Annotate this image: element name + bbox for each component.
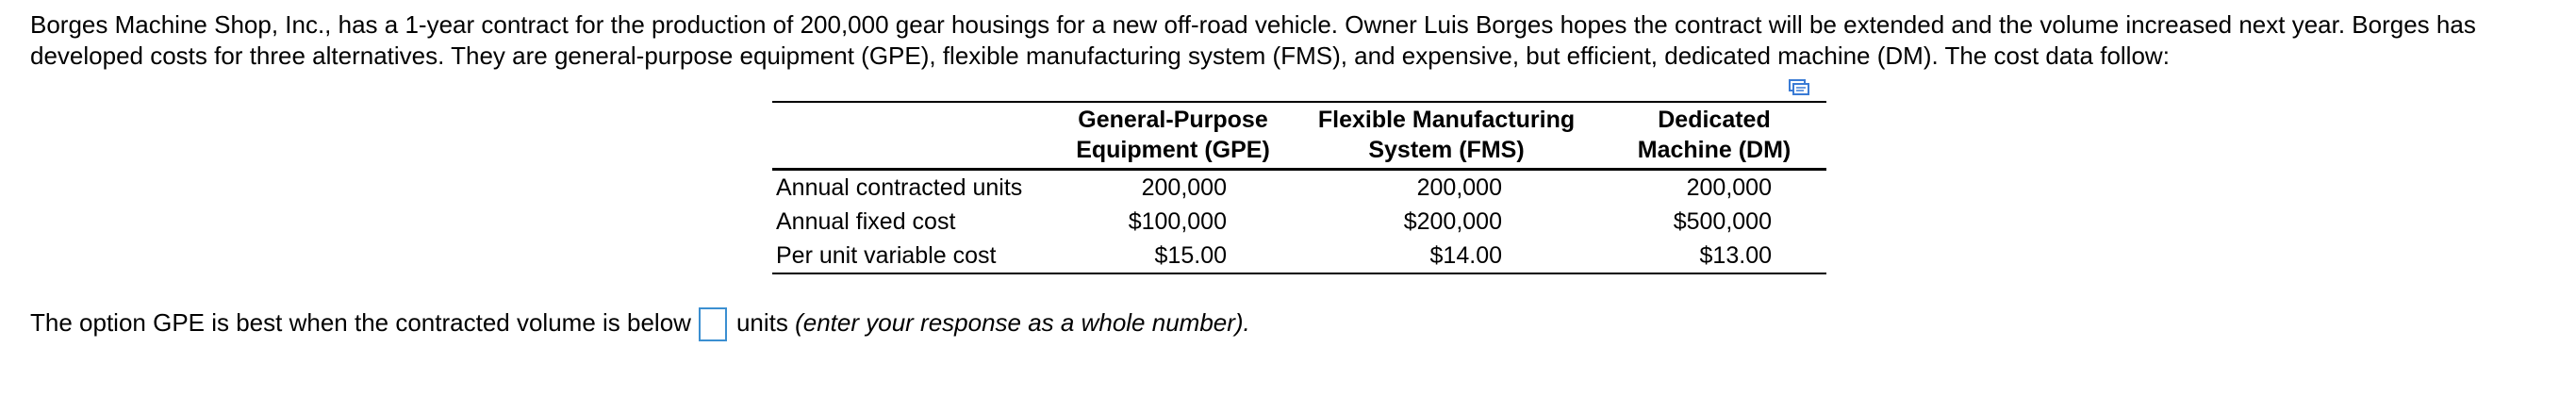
dm-value: $13.00 [1699,242,1772,269]
gpe-value: $100,000 [1128,208,1227,235]
dm-value-cell [1602,170,1826,206]
fms-value-cell [1291,205,1602,239]
fms-value-cell [1291,170,1602,206]
table-row [772,239,1826,273]
header-dm [1602,102,1826,170]
header-dm-line2: Machine (DM) [1637,137,1792,163]
gpe-value: $15.00 [1154,242,1227,269]
gpe-value-cell [1055,205,1291,239]
answer-input[interactable] [699,307,727,341]
header-dm-line1: Dedicated [1658,107,1771,133]
header-fms [1291,102,1602,170]
header-gpe-line2: Equipment (GPE) [1076,137,1270,163]
question-prefix: The option GPE is best when the contracted volume is below [30,308,691,337]
table-row [772,170,1826,206]
table-header-row [772,102,1826,170]
dm-value-cell [1602,205,1826,239]
problem-statement: Borges Machine Shop, Inc., has a 1-year contract for the production of 200,000 gear housings for a new off-road vehicle. Owner Luis Borges hopes the contract will be extended and the volume increased next year. Borges has developed costs for three alternatives. They are general-purpose equipment (GPE), flexible manufacturing system (FMS), and expensive, but efficient, dedicated machine (DM). The cost data follow: [30,10,2476,70]
fms-value-cell [1291,239,1602,273]
header-label-cell [772,102,1055,170]
dm-value-cell [1602,239,1826,273]
row-label: Annual contracted units [776,174,1023,201]
question-line [30,302,1250,343]
copy-data-icon[interactable] [1789,77,1809,98]
table-row [772,205,1826,239]
question-hint: (enter your response as a whole number). [795,308,1250,337]
cost-data-table [772,101,1826,274]
header-fms-line2: System (FMS) [1368,137,1525,163]
fms-value: $200,000 [1403,208,1502,235]
header-fms-line1: Flexible Manufacturing [1317,107,1576,133]
row-label: Per unit variable cost [776,242,997,269]
fms-value: $14.00 [1429,242,1502,269]
row-label: Annual fixed cost [776,208,956,235]
dm-value: 200,000 [1686,174,1772,201]
gpe-value: 200,000 [1141,174,1227,201]
question-suffix: units [735,308,788,337]
fms-value: 200,000 [1416,174,1502,201]
gpe-value-cell [1055,239,1291,273]
dm-value: $500,000 [1673,208,1772,235]
header-gpe [1055,102,1291,170]
header-gpe-line1: General-Purpose [1078,107,1268,133]
gpe-value-cell [1055,170,1291,206]
